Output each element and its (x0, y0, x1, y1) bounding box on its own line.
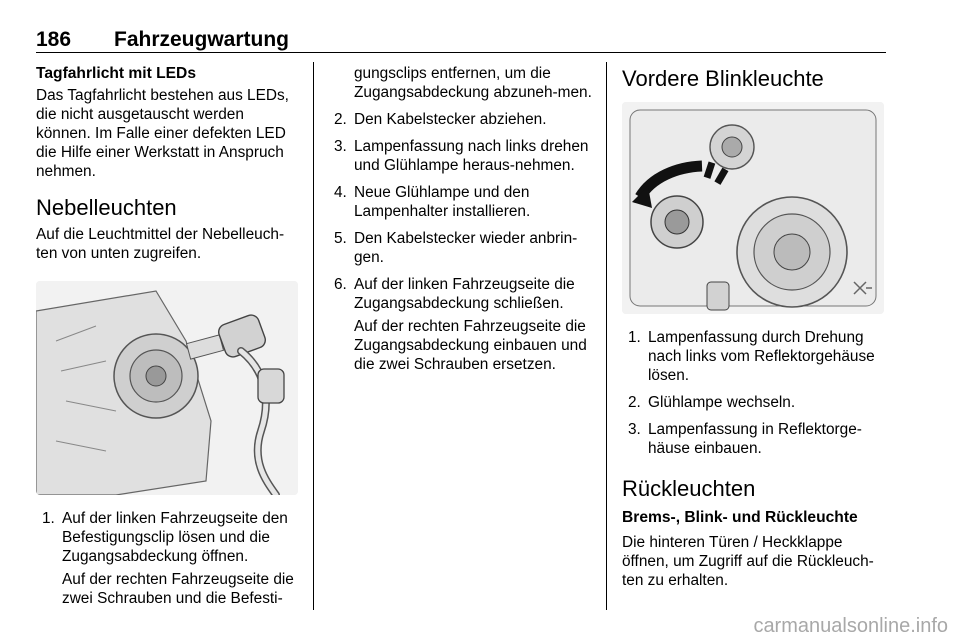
fog-step-5-text: Den Kabelstecker wieder anbrin-gen. (354, 230, 578, 266)
fog-step-6-subtext: Auf der rechten Fahrzeugseite die Zugangsabdeckung einbauen und die zwei Schrauben ersetzen. (354, 318, 587, 373)
fog-step-6-text: Auf der linken Fahrzeugseite die Zugangsabdeckung schließen. (354, 276, 575, 312)
indicator-step-3-text: Lampenfassung in Reflektorge-häuse einbauen. (648, 421, 862, 457)
rear-lights-heading: Rückleuchten (622, 476, 756, 501)
fog-step-2-text: Den Kabelstecker abziehen. (354, 111, 547, 128)
indicator-step-1 (622, 328, 888, 385)
fog-step-4 (328, 183, 596, 221)
fog-step-3 (328, 137, 596, 175)
fog-lamp-illustration (36, 281, 298, 495)
front-indicator-image (622, 102, 884, 314)
fog-step-3-text: Lampenfassung nach links drehen und Glühlampe heraus-nehmen. (354, 138, 589, 174)
watermark: carmanualsonline.info (753, 615, 948, 637)
indicator-step-1-text: Lampenfassung durch Drehung nach links vom Reflektorgehäuse lösen. (648, 329, 875, 384)
column-1 (36, 62, 298, 616)
indicator-step-3 (622, 420, 888, 458)
indicator-step-3-number: 3. (628, 421, 641, 438)
indicator-step-2 (622, 393, 888, 412)
page-number: 186 (36, 28, 72, 51)
fog-heading: Nebelleuchten (36, 195, 177, 220)
fog-step-1-text: Auf der linken Fahrzeugseite den Befestigungsclip lösen und die Zugangsabdeckung öffnen. (62, 510, 288, 565)
fog-step-2 (328, 110, 596, 129)
fog-step-1-subtext: Auf der rechten Fahrzeugseite die zwei Schrauben und die Befesti- (62, 571, 294, 607)
fog-step-1-number: 1. (42, 510, 55, 527)
column-divider-2 (606, 62, 607, 610)
drl-heading: Tagfahrlicht mit LEDs (36, 65, 196, 82)
fog-step-4-number: 4. (334, 184, 347, 201)
column-3 (622, 62, 888, 590)
page-header (36, 28, 886, 53)
fog-step-2-number: 2. (334, 111, 347, 128)
front-indicator-heading: Vordere Blinkleuchte (622, 66, 824, 91)
fog-step-4-text: Neue Glühlampe und den Lampenhalter installieren. (354, 184, 531, 220)
front-indicator-illustration (622, 102, 884, 314)
indicator-step-2-number: 2. (628, 394, 641, 411)
fog-lamp-image (36, 281, 298, 495)
fog-step-1 (36, 509, 298, 608)
fog-step-5 (328, 229, 596, 267)
column-2 (328, 62, 596, 382)
fog-step-3-number: 3. (334, 138, 347, 155)
rear-lights-text: Die hinteren Türen / Heckklappe öffnen, um Zugriff auf die Rückleuch-ten zu erhalten. (622, 534, 874, 589)
indicator-step-1-number: 1. (628, 329, 641, 346)
fog-step-1-continued (328, 64, 596, 102)
fog-step-6-number: 6. (334, 276, 347, 293)
fog-text: Auf die Leuchtmittel der Nebelleuch-ten von unten zugreifen. (36, 226, 285, 262)
fog-step-5-number: 5. (334, 230, 347, 247)
drl-text: Das Tagfahrlicht bestehen aus LEDs, die nicht ausgetauscht werden können. Im Falle einer defekten LED die Hilfe einer Werkstatt in Anspruch nehmen. (36, 87, 289, 180)
indicator-step-2-text: Glühlampe wechseln. (648, 394, 796, 411)
column-divider-1 (313, 62, 314, 610)
fog-step-6 (328, 275, 596, 374)
fog-step-1-continued-text: gungsclips entfernen, um die Zugangsabdeckung abzuneh-men. (354, 65, 592, 101)
rear-lights-subheading: Brems-, Blink- und Rückleuchte (622, 509, 858, 526)
chapter-title: Fahrzeugwartung (114, 28, 290, 51)
